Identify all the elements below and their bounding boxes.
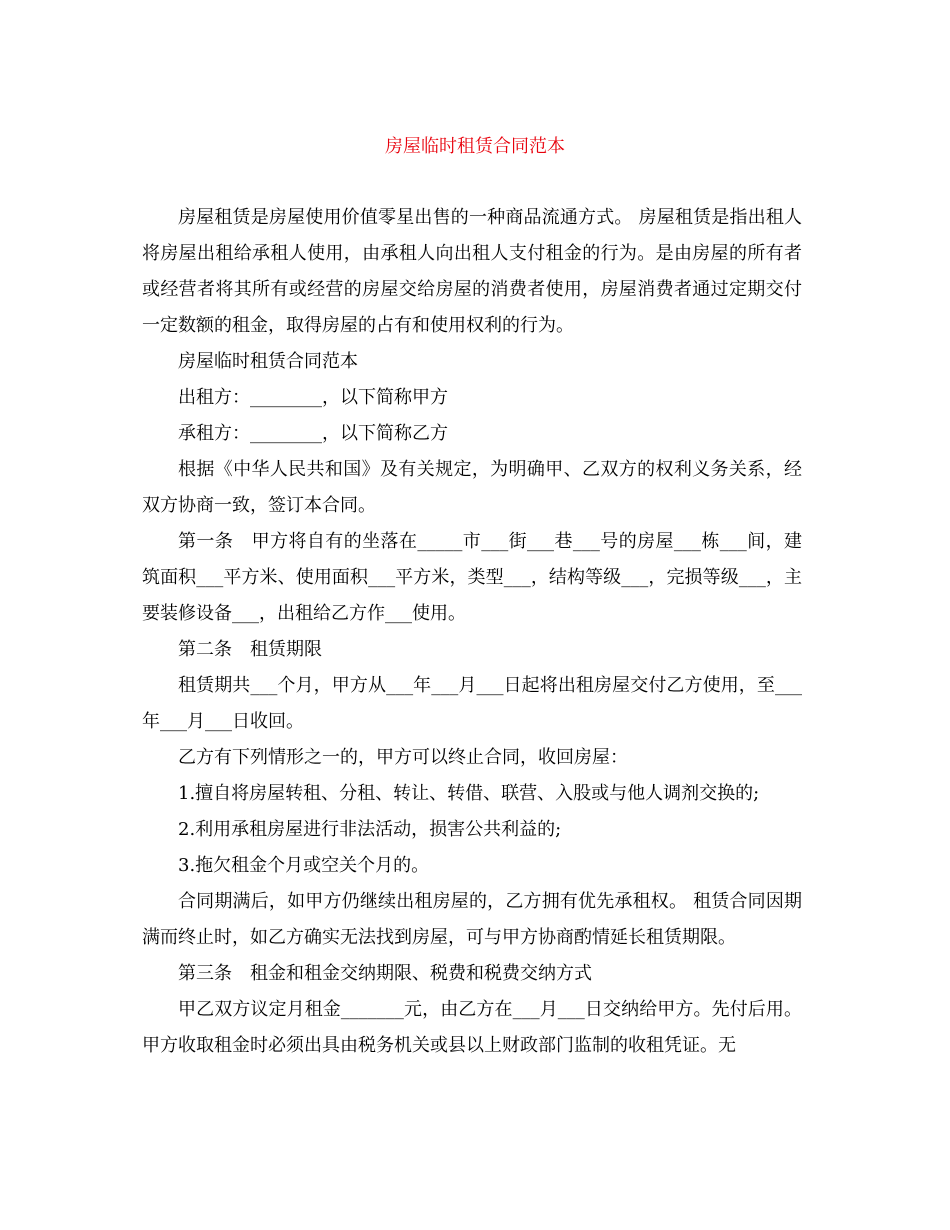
paragraph-condition-1: 1.擅自将房屋转租、分租、转让、转借、联营、入股或与他人调剂交换的;: [178, 783, 760, 804]
paragraph-article-3-heading: 第三条 租金和租金交纳期限、税费和税费交纳方式: [178, 963, 592, 984]
document-body: [142, 200, 802, 1064]
paragraph-article-2-heading: 第二条 租赁期限: [178, 639, 322, 660]
paragraph-lease-term: 租赁期共___个月，甲方从___年___月___日起将出租房屋交付乙方使用，至___年___月___日收回。: [142, 675, 802, 732]
paragraph-lessee: 承租方：________，以下简称乙方: [178, 423, 448, 444]
paragraph-lessor: 出租方：________，以下简称甲方: [178, 387, 448, 408]
paragraph-basis: 根据《中华人民共和国》及有关规定，为明确甲、乙双方的权利义务关系，经双方协商一致，签订本合同。: [142, 459, 802, 516]
paragraph-condition-3: 3.拖欠租金个月或空关个月的。: [178, 855, 430, 876]
paragraph-article-1: 第一条 甲方将自有的坐落在_____市___街___巷___号的房屋___栋___间，建筑面积___平方米、使用面积___平方米，类型___，结构等级___，完损等级___，主要装修设备___，出租给乙方作___使用。: [142, 531, 802, 624]
paragraph-condition-2: 2.利用承租房屋进行非法活动，损害公共利益的;: [178, 819, 562, 840]
document-title: 房屋临时租赁合同范本: [385, 136, 565, 157]
paragraph-rent: 甲乙双方议定月租金_______元，由乙方在___月___日交纳给甲方。先付后用。甲方收取租金时必须出具由税务机关或县以上财政部门监制的收租凭证。无: [142, 999, 802, 1056]
paragraph-subtitle: 房屋临时租赁合同范本: [178, 351, 358, 372]
paragraph-intro: 房屋租赁是房屋使用价值零星出售的一种商品流通方式。 房屋租赁是指出租人将房屋出租给承租人使用，由承租人向出租人支付租金的行为。是由房屋的所有者或经营者将其所有或经营的房屋交给房屋的消费者使用，房屋消费者通过定期交付一定数额的租金，取得房屋的占有和使用权利的行为。: [142, 207, 802, 336]
paragraph-termination: 乙方有下列情形之一的，甲方可以终止合同，收回房屋：: [178, 747, 628, 768]
paragraph-renewal: 合同期满后，如甲方仍继续出租房屋的，乙方拥有优先承租权。 租赁合同因期满而终止时，如乙方确实无法找到房屋，可与甲方协商酌情延长租赁期限。: [142, 891, 802, 948]
